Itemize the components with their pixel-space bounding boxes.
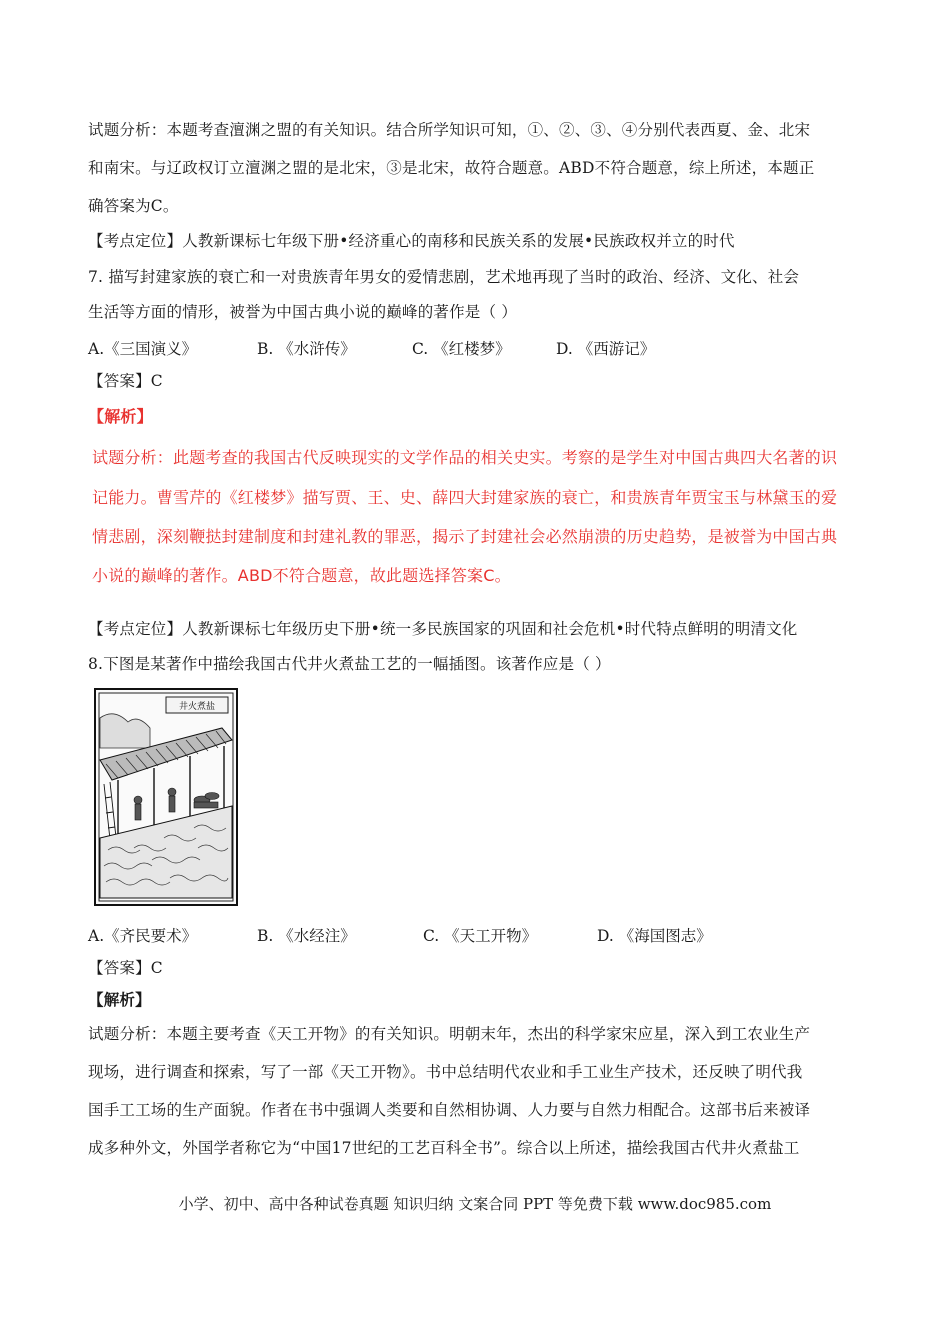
q8-option-b: B. 《水经注》 [257, 927, 356, 945]
q7-kaodian: 【考点定位】人教新课标七年级历史下册•统一多民族国家的巩固和社会危机•时代特点鲜明的明清文化 [88, 620, 798, 638]
page-footer: 小学、初中、高中各种试卷真题 知识归纳 文案合同 PPT 等免费下载 www.doc985.com [178, 1195, 772, 1213]
q8-jiexi-heading: 【解析】 [88, 990, 151, 1009]
q7-answer: 【答案】C [88, 372, 163, 390]
q8-stem: 8.下图是某著作中描绘我国古代井火煮盐工艺的一幅插图。该著作应是（ ） [88, 655, 611, 673]
q6-analysis-line-3: 确答案为C。 [88, 197, 179, 215]
q8-analysis-line-2: 现场，进行调查和探索，写了一部《天工开物》。书中总结明代农业和手工业生产技术，还反映了明代我 [88, 1063, 803, 1081]
q7-option-a: A.《三国演义》 [88, 340, 198, 358]
q6-analysis-line-2: 和南宋。与辽政权订立澶渊之盟的是北宋，③是北宋，故符合题意。ABD不符合题意，综上所述，本题正 [88, 159, 815, 177]
q8-option-a: A.《齐民要术》 [88, 927, 198, 945]
q6-kaodian: 【考点定位】人教新课标七年级下册•经济重心的南移和民族关系的发展•民族政权并立的时代 [88, 232, 735, 250]
salt-boiling-illustration [94, 688, 238, 906]
q7-analysis-line-4: 小说的巅峰的著作。ABD不符合题意，故此题选择答案C。 [92, 566, 511, 585]
q7-jiexi-heading: 【解析】 [88, 407, 153, 426]
q7-analysis-line-2: 记能力。曹雪芹的《红楼梦》描写贾、王、史、薛四大封建家族的衰亡，和贵族青年贾宝玉与林黛玉的爱 [92, 488, 838, 507]
q7-option-c: C. 《红楼梦》 [412, 340, 511, 358]
q8-answer: 【答案】C [88, 959, 163, 977]
q7-stem-line-2: 生活等方面的情形，被誉为中国古典小说的巅峰的著作是（ ） [88, 303, 518, 321]
q6-analysis-line-1: 试题分析：本题考查澶渊之盟的有关知识。结合所学知识可知，①、②、③、④分别代表西夏、金、北宋 [88, 121, 811, 139]
illustration-caption: 井火煮盐 [178, 702, 216, 712]
q8-analysis-line-3: 国手工工场的生产面貌。作者在书中强调人类要和自然相协调、人力要与自然力相配合。这部书后来被译 [88, 1101, 811, 1119]
q8-analysis-line-4: 成多种外文，外国学者称它为“中国17世纪的工艺百科全书”。综合以上所述，描绘我国古代井火煮盐工 [88, 1139, 800, 1157]
q7-stem-line-1: 7. 描写封建家族的衰亡和一对贵族青年男女的爱情悲剧，艺术地再现了当时的政治、经济、文化、社会 [88, 268, 800, 286]
q7-analysis-line-1: 试题分析：此题考查的我国古代反映现实的文学作品的相关史实。考察的是学生对中国古典四大名著的识 [92, 448, 838, 467]
q7-option-d: D. 《西游记》 [556, 340, 656, 358]
q8-analysis-line-1: 试题分析：本题主要考查《天工开物》的有关知识。明朝末年，杰出的科学家宋应星，深入到工农业生产 [88, 1025, 811, 1043]
q7-analysis-line-3: 情悲剧，深刻鞭挞封建制度和封建礼教的罪恶，揭示了封建社会必然崩溃的历史趋势，是被誉为中国古典 [92, 527, 838, 546]
q8-option-d: D. 《海国图志》 [597, 927, 712, 945]
q7-option-b: B. 《水浒传》 [257, 340, 356, 358]
q8-option-c: C. 《天工开物》 [423, 927, 538, 945]
